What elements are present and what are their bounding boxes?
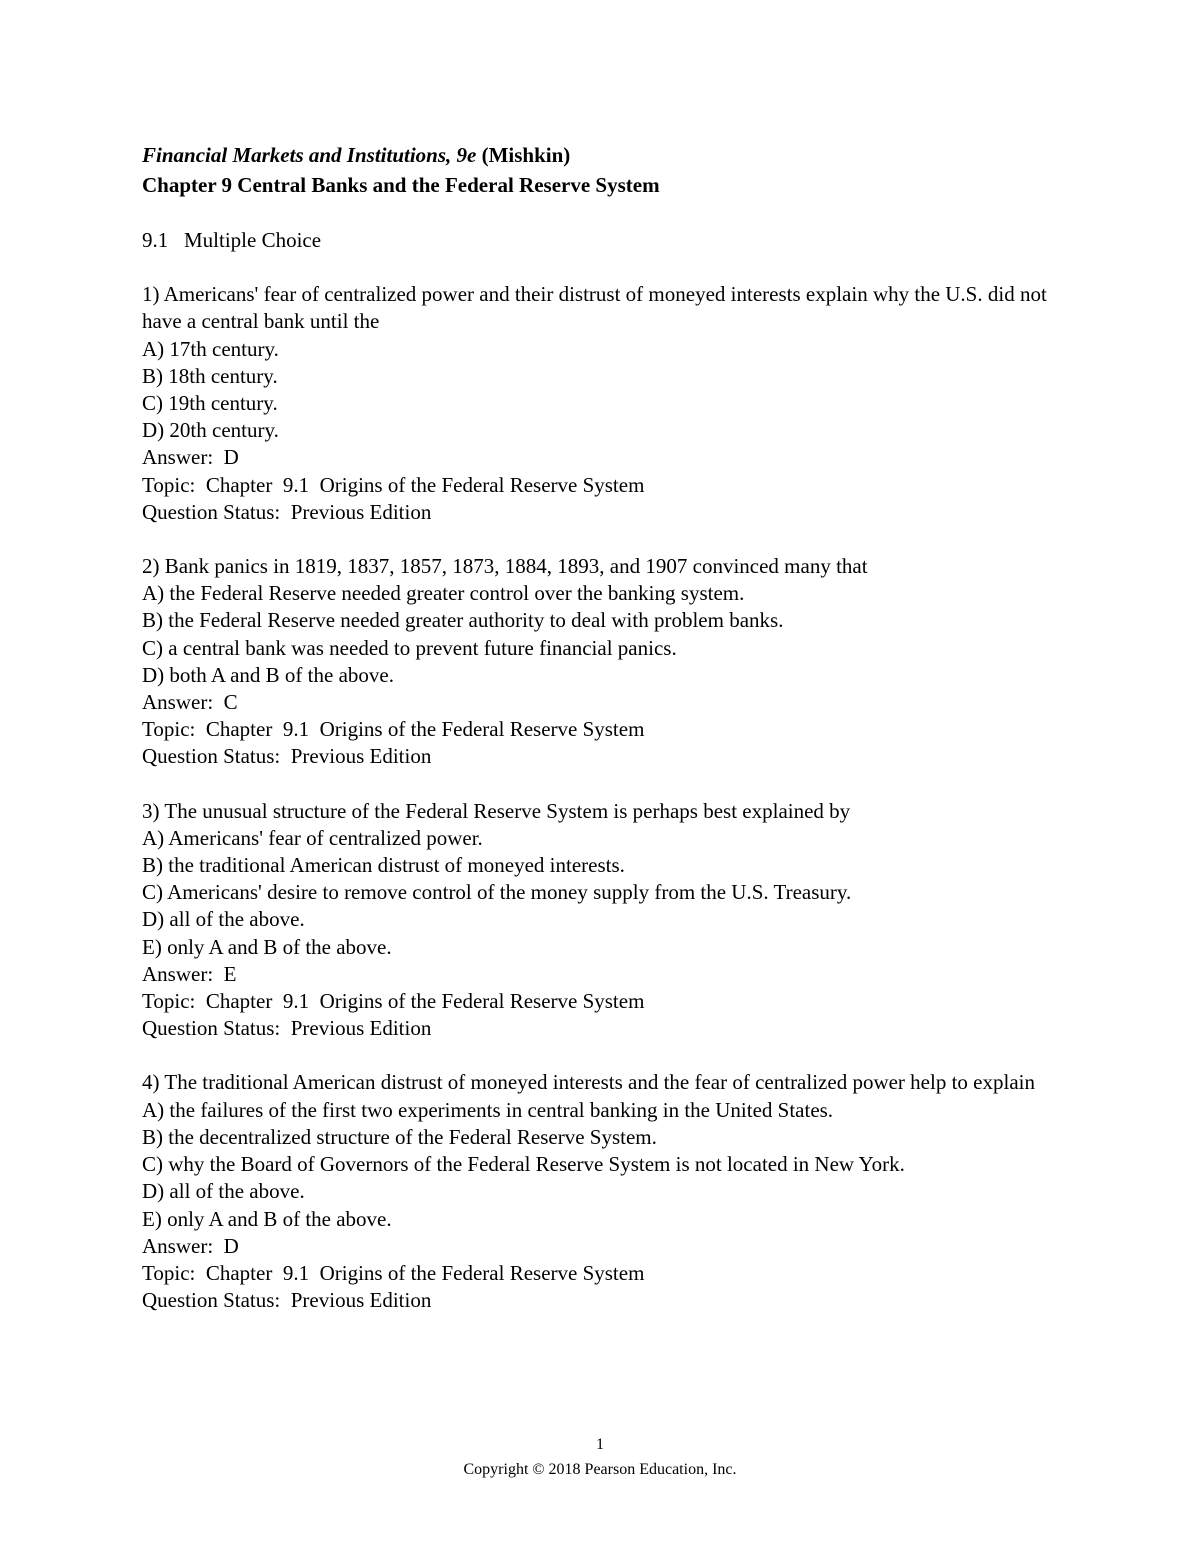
answer-option: B) the Federal Reserve needed greater authority to deal with problem banks. xyxy=(142,608,784,633)
book-title-line xyxy=(142,140,1062,170)
book-author: (Mishkin) xyxy=(476,143,571,167)
chapter-heading xyxy=(142,170,1062,200)
answer-option: D) both A and B of the above. xyxy=(142,662,394,687)
answer-option: C) Americans' desire to remove control of the money supply from the U.S. Treasury. xyxy=(142,880,852,905)
answer-option: C) why the Board of Governors of the Federal Reserve System is not located in New York. xyxy=(142,1152,905,1177)
answer-option: E) only A and B of the above. xyxy=(142,1206,392,1231)
question-topic: Topic: Chapter 9.1 Origins of the Federal Reserve System xyxy=(142,717,645,742)
answer-option: A) the Federal Reserve needed greater control over the banking system. xyxy=(142,581,745,606)
question-status: Question Status: Previous Edition xyxy=(142,744,432,769)
question-block xyxy=(142,553,1062,771)
question-topic: Topic: Chapter 9.1 Origins of the Federal Reserve System xyxy=(142,1260,645,1285)
question-status: Question Status: Previous Edition xyxy=(142,1016,432,1041)
chapter-label: Chapter 9 xyxy=(142,173,233,197)
section-number: 9.1 xyxy=(142,228,169,252)
answer-key: Answer: E xyxy=(142,961,237,986)
answer-option: E) only A and B of the above. xyxy=(142,934,392,959)
chapter-title: Central Banks and the Federal Reserve System xyxy=(232,173,660,197)
answer-option: B) the decentralized structure of the Federal Reserve System. xyxy=(142,1124,657,1149)
answer-key: Answer: C xyxy=(142,690,238,715)
answer-option: B) the traditional American distrust of moneyed interests. xyxy=(142,853,625,878)
answer-option: D) 20th century. xyxy=(142,418,279,443)
question-block xyxy=(142,281,1062,526)
book-title: Financial Markets and Institutions, 9e xyxy=(142,143,477,167)
answer-option: A) 17th century. xyxy=(142,336,279,361)
section-heading xyxy=(142,227,1062,254)
document-page xyxy=(142,140,1062,1341)
question-status: Question Status: Previous Edition xyxy=(142,499,432,524)
answer-option: A) Americans' fear of centralized power. xyxy=(142,825,483,850)
question-block xyxy=(142,1069,1062,1314)
question-stem: 2) Bank panics in 1819, 1837, 1857, 1873, 1884, 1893, and 1907 convinced many that xyxy=(142,554,868,579)
question-status: Question Status: Previous Edition xyxy=(142,1288,432,1313)
question-stem: 3) The unusual structure of the Federal Reserve System is perhaps best explained by xyxy=(142,798,851,823)
question-topic: Topic: Chapter 9.1 Origins of the Federal Reserve System xyxy=(142,989,645,1014)
answer-option: D) all of the above. xyxy=(142,907,305,932)
answer-key: Answer: D xyxy=(142,445,239,470)
question-topic: Topic: Chapter 9.1 Origins of the Federal Reserve System xyxy=(142,472,645,497)
answer-option: C) 19th century. xyxy=(142,391,278,416)
question-stem: 1) Americans' fear of centralized power and their distrust of moneyed interests explain why the U.S. did not have a central bank until the xyxy=(142,282,1047,334)
question-block xyxy=(142,798,1062,1043)
question-stem: 4) The traditional American distrust of moneyed interests and the fear of centralized power help to explain xyxy=(142,1070,1035,1095)
section-title: Multiple Choice xyxy=(168,228,322,252)
answer-option: B) 18th century. xyxy=(142,363,278,388)
answer-option: C) a central bank was needed to prevent future financial panics. xyxy=(142,635,677,660)
copyright-notice: Copyright © 2018 Pearson Education, Inc. xyxy=(463,1461,737,1478)
page-number: 1 xyxy=(596,1436,604,1453)
answer-option: A) the failures of the first two experiments in central banking in the United States. xyxy=(142,1097,834,1122)
question-list xyxy=(142,281,1062,1314)
answer-option: D) all of the above. xyxy=(142,1179,305,1204)
answer-key: Answer: D xyxy=(142,1233,239,1258)
